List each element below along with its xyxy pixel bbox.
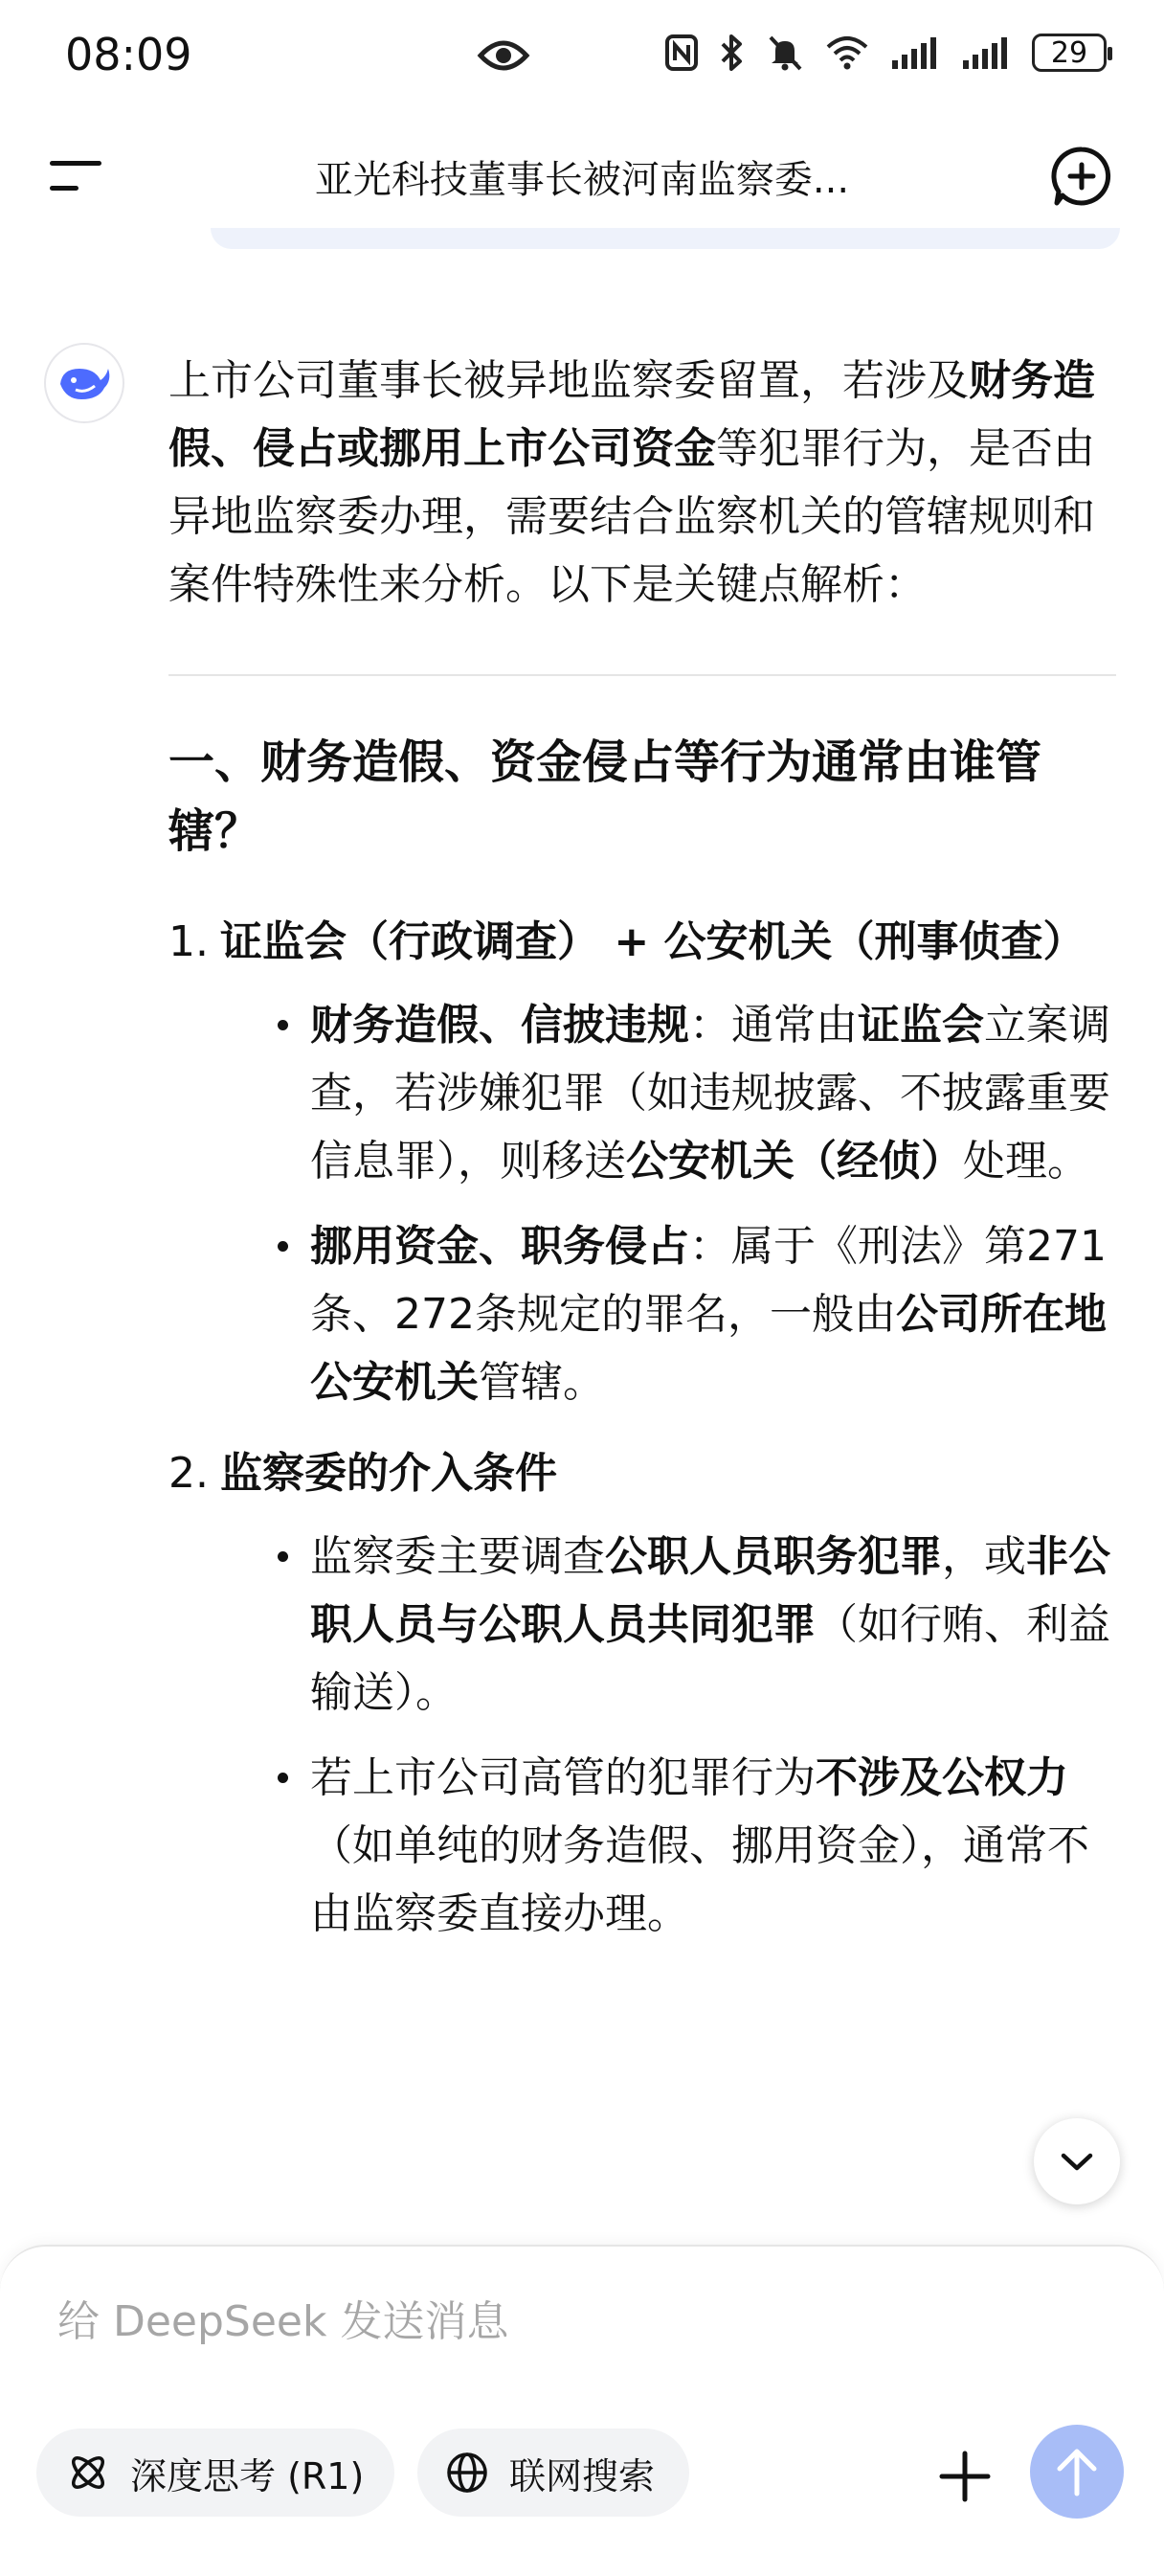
- assistant-message: [168, 347, 1116, 1965]
- deepseek-whale-icon: [56, 361, 112, 405]
- bullet-text: 处理。: [963, 1137, 1089, 1186]
- bullet-dot: [278, 1241, 288, 1252]
- globe-icon: [444, 2450, 490, 2496]
- bullet-item: [220, 1523, 1116, 1727]
- send-button[interactable]: [1030, 2425, 1124, 2519]
- status-time: 08:09: [65, 29, 192, 80]
- nfc-icon: [664, 34, 699, 72]
- chat-title[interactable]: 亚光科技董事长被河南监察委...: [314, 158, 850, 202]
- bullet-text: 监察委主要调查: [310, 1532, 605, 1581]
- eye-icon: [477, 36, 530, 75]
- previous-message-bubble: [211, 228, 1120, 249]
- signal-icon: [890, 35, 940, 70]
- deep-think-button[interactable]: [36, 2429, 394, 2517]
- battery-level: 29: [1050, 35, 1088, 70]
- intro-bold: 财务造假、侵占或挪用上市公司资金: [168, 356, 1095, 473]
- web-search-label: 联网搜索: [509, 2454, 656, 2497]
- deep-think-label: 深度思考 (R1): [130, 2454, 365, 2497]
- section-heading: 一、财务造假、资金侵占等行为通常由谁管辖？: [168, 735, 1042, 858]
- status-bar: [0, 0, 1164, 115]
- intro-paragraph: [168, 347, 1116, 619]
- bullet-text: （如单纯的财务造假、挪用资金），通常不由监察委直接办理。: [310, 1821, 1089, 1938]
- menu-icon[interactable]: [50, 157, 107, 195]
- bullet-text: ，或: [942, 1532, 1026, 1581]
- bullet-dot: [278, 1773, 288, 1783]
- message-input[interactable]: [56, 2287, 921, 2356]
- bullet-text: ：属于《刑法》第271条、272条规定的罪名，一般由: [310, 1222, 1107, 1339]
- new-chat-icon[interactable]: [1049, 144, 1114, 209]
- bullet-bold: 挪用资金、职务侵占: [310, 1222, 689, 1271]
- intro-text: 上市公司董事长被异地监察委留置，若涉及: [168, 356, 969, 405]
- list-item: [168, 908, 1116, 1416]
- bullet-item: [220, 1212, 1116, 1416]
- list-item-title: 监察委的介入条件: [220, 1449, 557, 1498]
- bullet-bold: 公安机关（经侦）: [626, 1137, 963, 1186]
- intro-text: 等犯罪行为，是否由异地监察委办理，需要结合监察机关的管辖规则和案件特殊性来分析。以下是关键点解析：: [168, 424, 1095, 609]
- plus-icon[interactable]: [936, 2448, 994, 2505]
- mute-icon: [766, 34, 804, 72]
- bullet-text: 管辖。: [479, 1358, 605, 1407]
- divider: [168, 674, 1116, 676]
- list-number: 2.: [168, 1449, 209, 1498]
- bullet-bold: 非公职人员与公职人员共同犯罪: [310, 1532, 1110, 1649]
- bullet-text: 立案调查，若涉嫌犯罪（如违规披露、不披露重要信息罪），则移送: [310, 1001, 1110, 1186]
- bullet-text: ：通常由: [689, 1001, 858, 1050]
- list-number: 1.: [168, 917, 209, 966]
- status-icons: [664, 33, 1107, 73]
- bullet-text: 若上市公司高管的犯罪行为: [310, 1753, 816, 1802]
- bullet-dot: [278, 1020, 288, 1030]
- scroll-to-bottom-button[interactable]: [1034, 2118, 1120, 2204]
- signal-icon: [961, 35, 1011, 70]
- arrow-up-icon: [1055, 2446, 1099, 2497]
- chevron-down-icon: [1058, 2150, 1096, 2173]
- bullet-bold: 公司所在地公安机关: [310, 1290, 1107, 1407]
- wifi-icon: [825, 34, 869, 71]
- bullet-bold: 不涉及公权力: [816, 1753, 1068, 1802]
- atom-icon: [65, 2450, 111, 2496]
- bullet-bold: 财务造假、信披违规: [310, 1001, 689, 1050]
- bluetooth-icon: [720, 33, 745, 73]
- bullet-item: [220, 991, 1116, 1195]
- chat-header: [0, 123, 1164, 228]
- deepseek-avatar: [44, 343, 124, 423]
- bullet-bold: 公职人员职务犯罪: [605, 1532, 942, 1581]
- bullet-item: [220, 1744, 1116, 1948]
- bullet-dot: [278, 1551, 288, 1562]
- list-item-title: 证监会（行政调查） + 公安机关（刑事侦查）: [220, 917, 1086, 966]
- input-panel: [0, 2245, 1164, 2576]
- list-item: [168, 1439, 1116, 1948]
- web-search-button[interactable]: [417, 2429, 689, 2517]
- bullet-text: （如行贿、利益输送）。: [310, 1600, 1110, 1717]
- bullet-bold: 证监会: [858, 1001, 984, 1050]
- battery-icon: [1032, 34, 1107, 72]
